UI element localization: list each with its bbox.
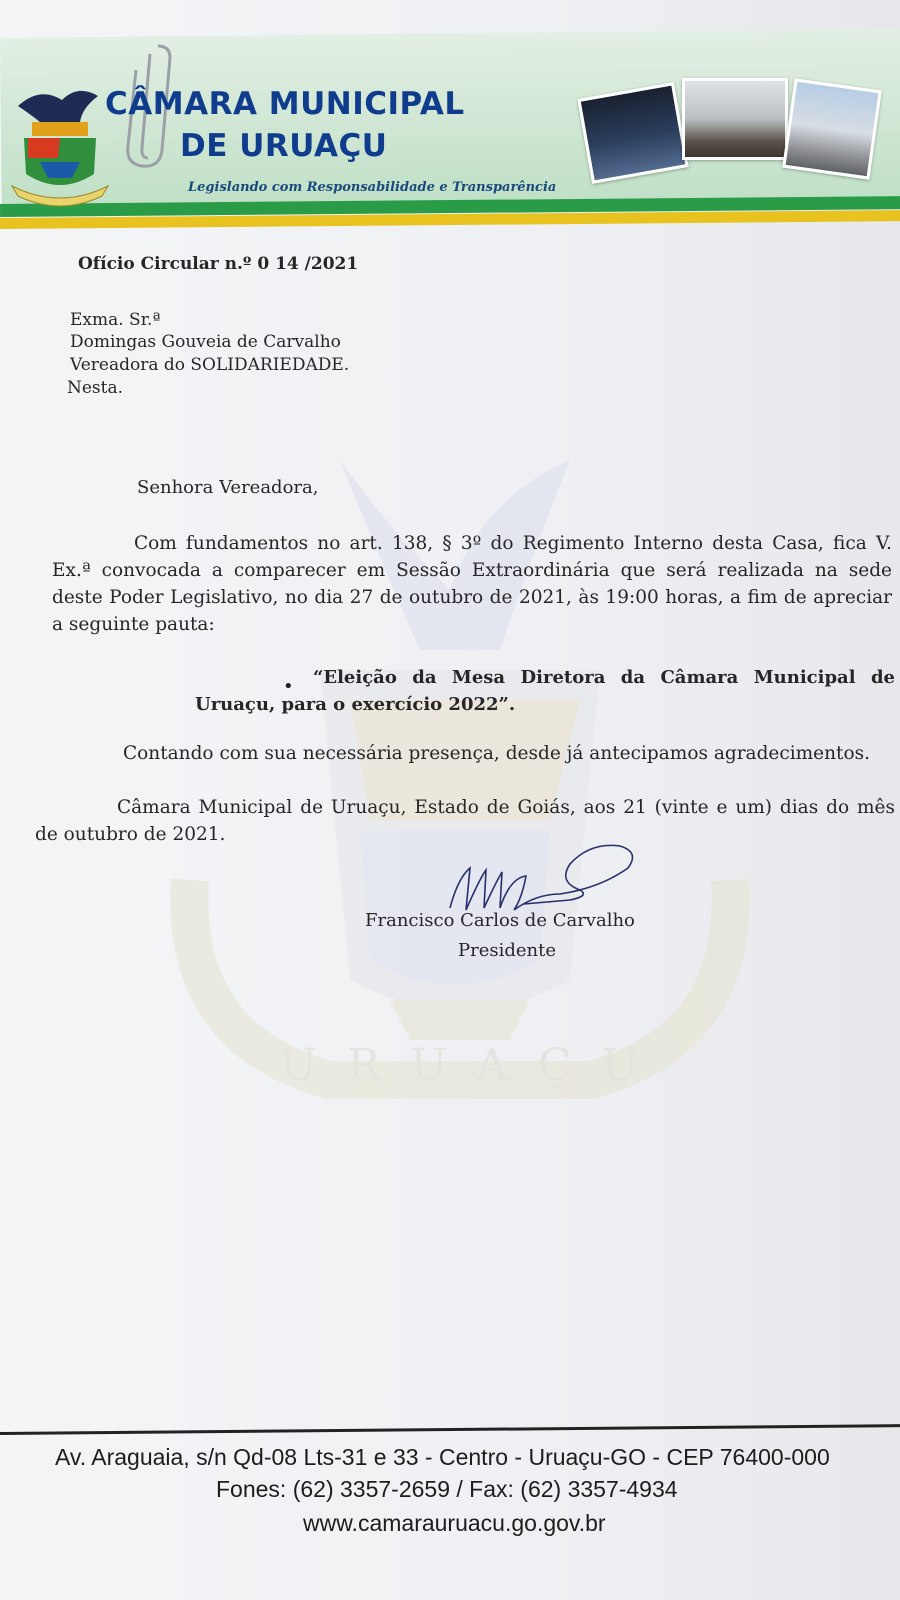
agenda-item: “Eleição da Mesa Diretora da Câmara Municipal de Uruaçu, para o exercício 2022”.	[195, 667, 895, 715]
institution-title: CÂMARA MUNICIPAL	[105, 86, 465, 122]
header-photo-night-building	[577, 82, 688, 184]
document-reference: Ofício Circular n.º 0 14 /2021	[78, 254, 359, 274]
slogan: Legislando com Responsabilidade e Transparência	[188, 180, 557, 195]
header-photo-facade	[782, 78, 882, 179]
municipal-coat-of-arms-icon	[10, 78, 110, 208]
institution-title-line2: DE URUAÇU	[180, 128, 388, 164]
signer-name: Francisco Carlos de Carvalho	[365, 910, 635, 931]
addressee-location: Nesta.	[67, 378, 124, 398]
watermark-text: URUAÇU	[280, 1040, 669, 1091]
greeting: Senhora Vereadora,	[137, 477, 319, 498]
signer-role: Presidente	[458, 940, 557, 961]
addressee-title: Exma. Sr.ª	[70, 310, 161, 330]
addressee-role: Vereadora do SOLIDARIEDADE.	[70, 355, 350, 375]
paragraph-dateline: Câmara Municipal de Uruaçu, Estado de Goiás, aos 21 (vinte e um) dias do mês de outubro de 2021.	[35, 797, 895, 845]
bullet-icon: •	[283, 676, 294, 697]
footer-divider	[0, 1424, 900, 1435]
header-photo-plenary	[682, 78, 788, 160]
addressee-name: Domingas Gouveia de Carvalho	[70, 332, 341, 352]
paragraph-thanks: Contando com sua necessária presença, desde já antecipamos agradecimentos.	[123, 743, 870, 764]
footer-phones: Fones: (62) 3357-2659 / Fax: (62) 3357-4934	[216, 1476, 678, 1502]
footer-address: Av. Araguaia, s/n Qd-08 Lts-31 e 33 - Centro - Uruaçu-GO - CEP 76400-000	[55, 1444, 830, 1470]
footer-website: www.camarauruacu.go.gov.br	[303, 1510, 606, 1536]
paragraph-convocation: Com fundamentos no art. 138, § 3º do Regimento Interno desta Casa, fica V. Ex.ª convocada a comparecer em Sessão Extraordinária que será realizada na sede deste Poder Legislativo, no dia 27 de outubro de 2021, às 19:00 horas, a fim de apreciar a seguinte pauta:	[52, 533, 892, 635]
